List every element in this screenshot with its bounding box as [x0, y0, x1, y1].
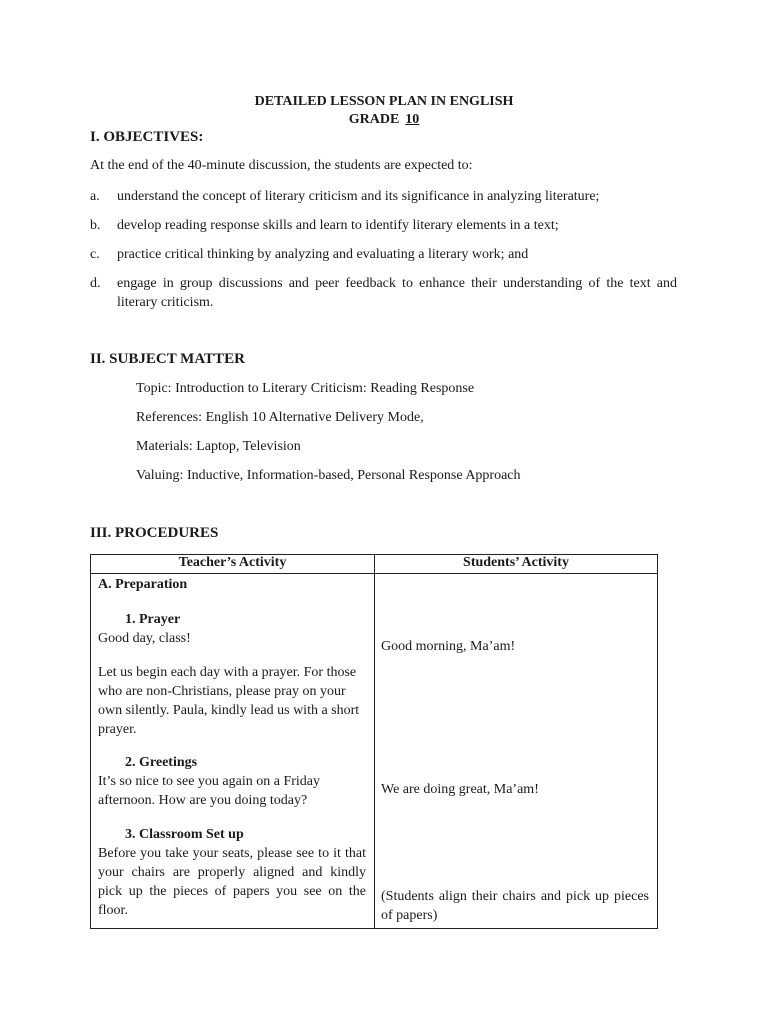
subject-references: References: English 10 Alternative Delivery Mode,: [136, 410, 424, 425]
objective-text: practice critical thinking by analyzing and evaluating a literary work; and: [117, 247, 529, 262]
subject-matter-heading: II. SUBJECT MATTER: [90, 351, 245, 367]
objective-text: understand the concept of literary criticism and its significance in analyzing literature;: [117, 189, 600, 204]
objective-item-b: [90, 216, 677, 235]
objectives-heading: I. OBJECTIVES:: [90, 129, 204, 145]
objective-item-a: [90, 187, 677, 206]
objectives-intro: At the end of the 40-minute discussion, the students are expected to:: [90, 158, 473, 173]
grade-value: 10: [405, 112, 420, 127]
objective-text: engage in group discussions and peer feedback to enhance their understanding of the text and literary criticism.: [117, 276, 677, 310]
prayer-instruction-text: Let us begin each day with a prayer. For those who are non-Christians, please pray on your own silently. Paula, kindly lead us with a short prayer.: [98, 665, 360, 737]
objective-text: develop reading response skills and learn to identify literary elements in a text;: [117, 218, 559, 233]
subject-topic: Topic: Introduction to Literary Criticism: Reading Response: [136, 381, 475, 396]
prayer-title: 1. Prayer: [125, 612, 181, 627]
prayer-greeting-text: Good day, class!: [98, 631, 191, 646]
objective-letter: a.: [90, 189, 100, 204]
grade-label: GRADE: [348, 112, 400, 127]
greetings-title: 2. Greetings: [125, 755, 198, 770]
classroom-setup-title: 3. Classroom Set up: [125, 827, 244, 842]
teacher-activity-cell: [91, 574, 375, 929]
objective-letter: b.: [90, 218, 101, 233]
subject-valuing: Valuing: Inductive, Information-based, Personal Response Approach: [136, 468, 521, 483]
teacher-activity-header: Teacher’s Activity: [91, 555, 375, 574]
greetings-text: It’s so nice to see you again on a Friday afternoon. How are you doing today?: [98, 774, 321, 808]
table-row: [91, 574, 658, 929]
procedures-heading: III. PROCEDURES: [90, 525, 219, 541]
procedures-table: [90, 554, 658, 929]
subject-materials: Materials: Laptop, Television: [136, 439, 301, 454]
objective-letter: c.: [90, 247, 100, 262]
student-reply-setup: (Students align their chairs and pick up pieces of papers): [381, 889, 649, 923]
preparation-section-title: A. Preparation: [98, 577, 188, 592]
classroom-setup-text: Before you take your seats, please see to it that your chairs are properly aligned and kindly pick up the pieces of papers you see on the floor.: [98, 846, 366, 918]
student-reply-prayer: Good morning, Ma’am!: [381, 639, 516, 654]
objective-item-c: [90, 245, 677, 264]
table-header-row: [91, 555, 658, 574]
grade-line: [0, 112, 768, 128]
objective-item-d: [90, 274, 677, 312]
students-activity-cell: [375, 574, 658, 929]
student-reply-greetings: We are doing great, Ma’am!: [381, 782, 539, 797]
students-activity-header: Students’ Activity: [375, 555, 658, 574]
document-title: DETAILED LESSON PLAN IN ENGLISH: [254, 94, 514, 109]
objective-letter: d.: [90, 276, 101, 291]
